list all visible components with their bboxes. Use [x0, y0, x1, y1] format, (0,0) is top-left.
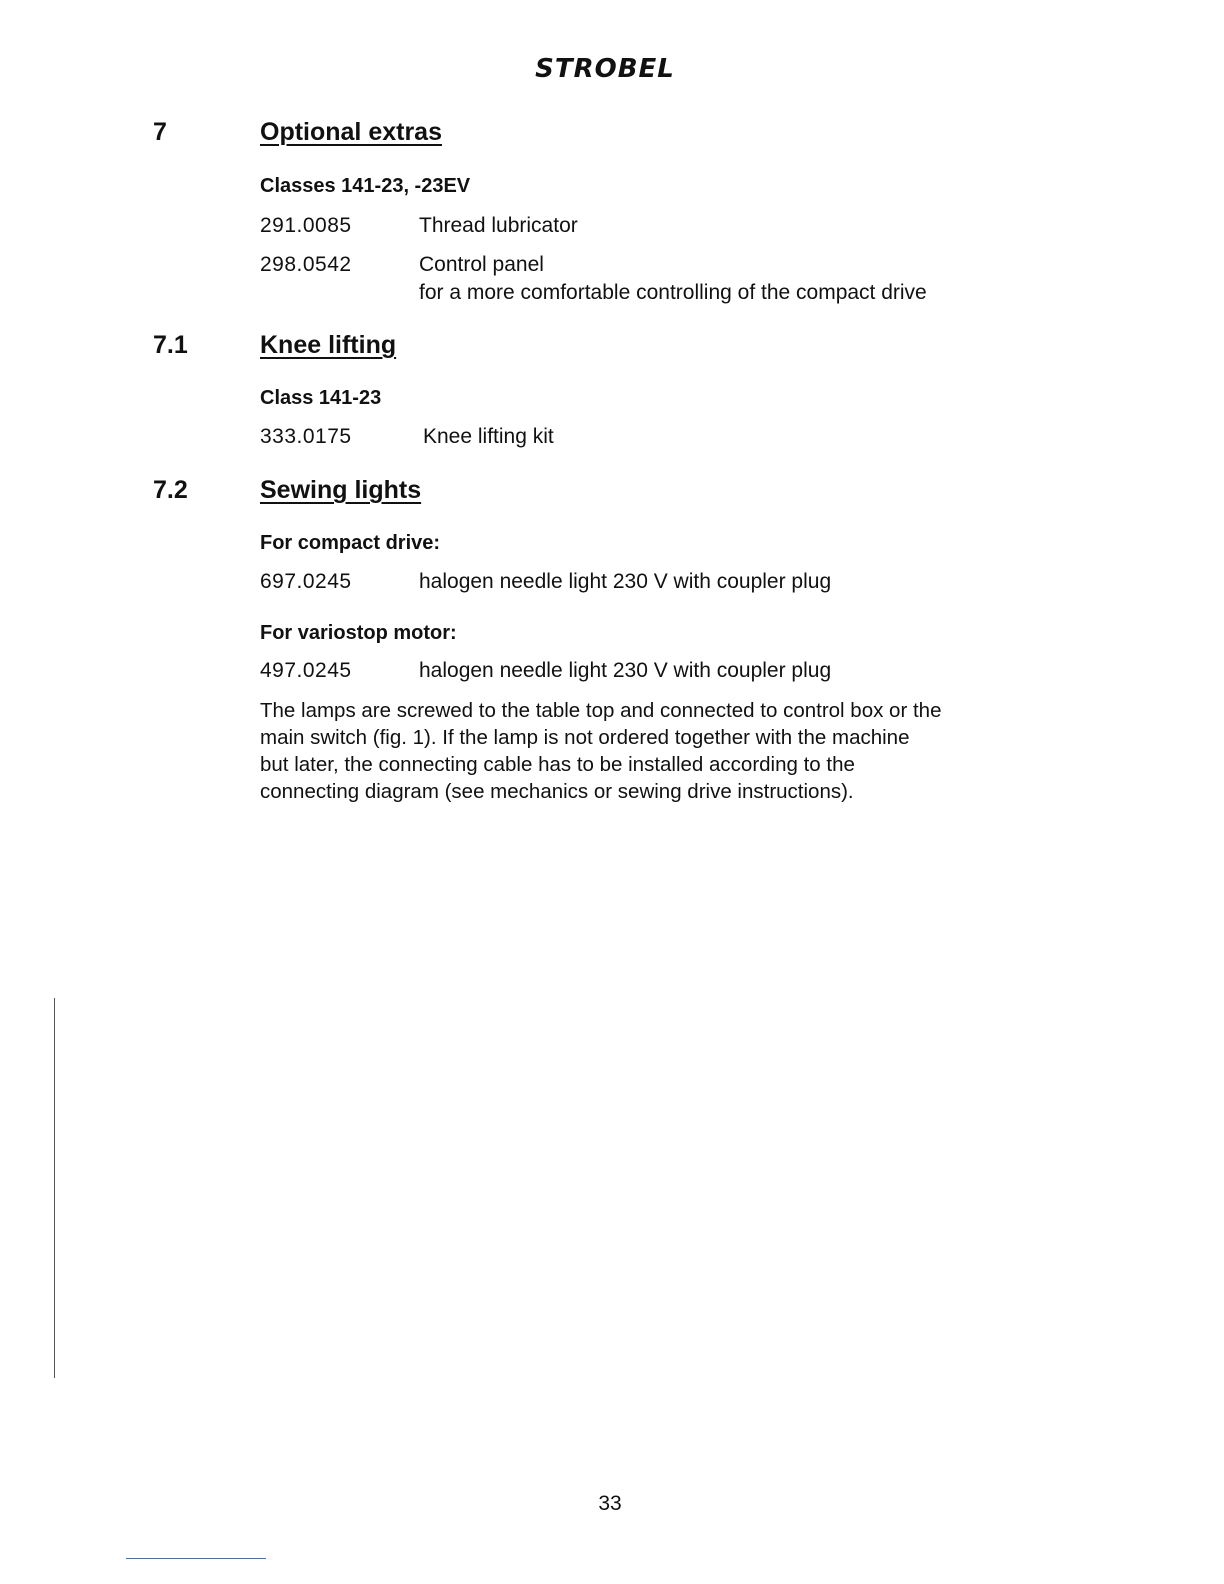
- part-description: halogen needle light 230 V with coupler plug: [419, 570, 832, 593]
- subheading-variostop-motor: For variostop motor:: [260, 622, 457, 644]
- section-title-sewing-lights: Sewing lights: [260, 476, 422, 504]
- class-heading-141-23: Class 141-23: [260, 387, 382, 409]
- page-number: 33: [598, 1492, 622, 1515]
- section-title-optional-extras: Optional extras: [260, 118, 442, 146]
- class-heading-141-23-23ev: Classes 141-23, -23EV: [260, 175, 471, 197]
- subheading-compact-drive: For compact drive:: [260, 532, 441, 554]
- strobel-logo: STROBEL: [535, 54, 675, 84]
- section-number-7-1: 7.1: [153, 331, 188, 359]
- part-number: 291.0085: [260, 214, 352, 237]
- part-description: halogen needle light 230 V with coupler plug: [419, 659, 832, 682]
- paragraph-line: connecting diagram (see mechanics or sewing drive instructions).: [260, 780, 854, 803]
- change-bar: [54, 998, 55, 1378]
- sewing-lights-paragraph: [260, 697, 1060, 805]
- part-number: 697.0245: [260, 570, 352, 593]
- section-number-7-2: 7.2: [153, 476, 188, 504]
- paragraph-line: main switch (fig. 1). If the lamp is not ordered together with the machine: [260, 726, 910, 749]
- section-title-knee-lifting: Knee lifting: [260, 331, 397, 359]
- footer-rule: [126, 1558, 266, 1559]
- part-number: 497.0245: [260, 659, 352, 682]
- part-description: Thread lubricator: [419, 214, 578, 237]
- paragraph-line: The lamps are screwed to the table top and connected to control box or the: [260, 699, 942, 722]
- part-description-line: Control panel: [419, 253, 544, 276]
- paragraph-line: but later, the connecting cable has to be installed according to the: [260, 753, 855, 776]
- part-number: 333.0175: [260, 425, 352, 448]
- section-number-7: 7: [153, 118, 167, 146]
- part-description: Knee lifting kit: [423, 425, 554, 448]
- part-description: [419, 251, 927, 307]
- part-number: 298.0542: [260, 253, 352, 276]
- part-description-line: for a more comfortable controlling of the compact drive: [419, 281, 927, 304]
